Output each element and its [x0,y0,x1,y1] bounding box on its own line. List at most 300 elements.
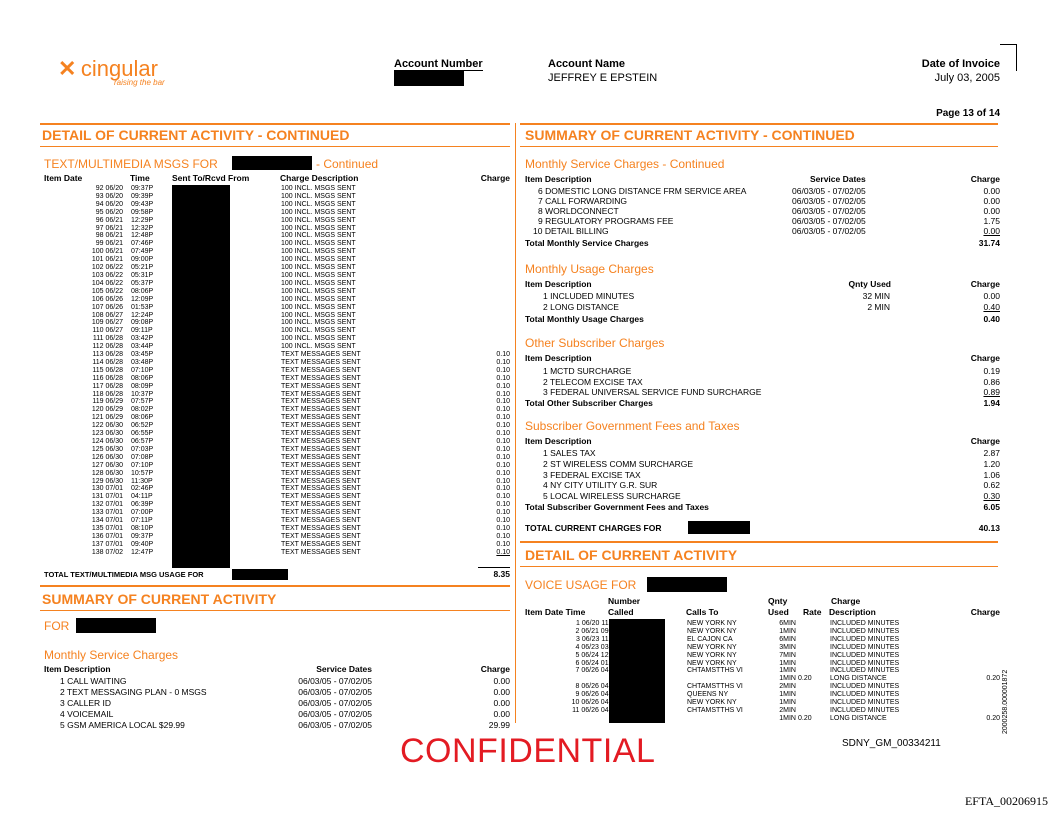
voice-idt: 2 06/21 09:40P [575,627,623,635]
msg-desc: TEXT MESSAGES SENT [281,548,361,556]
monthly-item-charge: 0.00 [493,709,510,719]
msg-item: 135 07/01 [91,524,123,532]
cingular-x-icon: ✕ [58,56,77,81]
msg-time: 09:43P [131,200,154,208]
msg-desc: 100 INCL. MSGS SENT [281,208,356,216]
gov-charge: 0.62 [983,480,1000,491]
voice-rate [798,628,812,636]
other-desc: 2 TELECOM EXCISE TAX [543,376,643,387]
msg-item: 99 06/21 [95,240,123,248]
msg-item: 132 07/01 [91,501,123,509]
msg-charge [496,280,510,288]
msg-charge: 0.10 [496,548,510,556]
msg-time: 09:58P [131,208,154,216]
msg-time: 06:57P [131,438,154,445]
r-monthly-desc: 7 CALL FORWARDING [538,196,627,206]
gov-charge: 1.06 [983,469,1000,480]
voice-rate-column [798,620,812,723]
msg-desc: TEXT MESSAGES SENT [281,366,361,374]
logo-tagline: raising the bar [114,78,165,87]
mcol-dates: Service Dates [316,664,372,674]
msg-item: 109 06/27 [91,319,123,327]
msg-desc: TEXT MESSAGES SENT [281,351,361,359]
efta-number: EFTA_00206915 [964,794,1048,808]
voice-to: EL CAJON CA [687,635,733,643]
right-rule-2 [520,146,998,147]
monthly-item-desc: 4 VOICEMAIL [60,709,114,719]
left-rule-4 [40,610,510,611]
voice-to: NEW YORK NY [687,620,737,627]
voice-charge [986,699,1000,707]
monthly-item-desc: 3 CALLER ID [60,698,112,708]
msg-desc: TEXT MESSAGES SENT [281,422,361,430]
r-monthly-desc: 8 WORLDCONNECT [538,206,619,216]
left-rule-3 [40,585,510,587]
voice-charge [986,691,1000,699]
voice-used: 3MIN [779,643,796,651]
r-monthly-desc: 10 DETAIL BILLING [533,226,609,236]
msg-time: 09:37P [131,532,154,540]
voice-used: 1MIN [779,659,796,667]
invoice-date-label: Date of Invoice [921,58,1000,70]
monthly-item-charge: 29.99 [488,720,510,730]
msg-desc: TEXT MESSAGES SENT [281,382,361,390]
v-col-charge: Charge [970,607,1000,617]
msg-charge: 0.10 [496,414,510,422]
v-col-calls-to: Calls To [686,607,719,617]
msg-charge [496,256,510,264]
mcol-charge: Charge [480,664,510,674]
voice-charge [986,636,1000,644]
msg-item: 114 06/28 [92,358,123,366]
cingular-logo [58,56,165,87]
msg-desc: TEXT MESSAGES SENT [281,414,361,422]
msg-time: 10:37P [131,390,154,398]
other-charge: 0.86 [983,376,1000,387]
monthly-item-desc: 1 CALL WAITING [60,676,127,686]
msg-charge: 0.10 [496,517,510,525]
msg-item: 134 07/01 [91,517,123,525]
voice-used: 2MIN [779,683,796,691]
voice-to: NEW YORK NY [687,651,737,659]
msg-time: 07:00P [131,509,154,517]
voice-desc: INCLUDED MINUTES [830,683,900,691]
usage-charge: 0.00 [983,291,1000,301]
account-name-label: Account Name [548,58,626,70]
logo-word: cingular [80,56,158,81]
msg-charge: 0.10 [496,524,510,532]
msg-time: 07:11P [131,517,153,525]
r-col-charge: Charge [970,174,1000,184]
msg-charge [496,312,510,320]
msg-desc: 100 INCL. MSGS SENT [281,295,356,303]
msg-desc: 100 INCL. MSGS SENT [281,224,356,232]
monthly-item-dates: 06/03/05 - 07/02/05 [298,676,372,686]
voice-idt: 3 06/23 11:56A [576,635,623,643]
msg-charge: 0.10 [496,501,510,509]
msg-desc: TEXT MESSAGES SENT [281,406,361,414]
msg-total-label: TOTAL TEXT/MULTIMEDIA MSG USAGE FOR [44,570,204,579]
r-monthly-dates: 06/03/05 - 07/02/05 [792,196,866,206]
corner-mark [1000,44,1017,71]
voice-used: 1MIN [779,627,796,635]
invoice-date: July 03, 2005 [934,72,1000,84]
msg-time: 07:10P [131,366,154,374]
msg-item: 115 06/28 [92,366,123,374]
msg-charge: 0.10 [496,351,510,359]
msg-time: 05:31P [131,271,154,279]
usage-charge: 0.40 [983,302,1000,312]
col-sent: Sent To/Rcvd From [172,173,250,183]
msg-item: 108 06/27 [91,311,123,319]
msg-item: 100 06/21 [91,248,123,256]
msg-desc: TEXT MESSAGES SENT [281,453,361,461]
r-monthly-charge: 0.00 [983,226,1000,236]
r-monthly-dates: 06/03/05 - 07/02/05 [792,186,866,196]
msg-time: 05:21P [131,264,154,272]
other-total: 1.94 [983,398,1000,408]
msg-desc: 100 INCL. MSGS SENT [281,264,356,272]
voice-to: CHTAMSTTHS VI [687,683,743,691]
voice-to: NEW YORK NY [687,659,737,667]
voice-charge [986,652,1000,660]
v-col-used: Used [768,607,789,617]
msg-time: 09:11P [131,327,153,335]
msg-time: 04:11P [131,493,153,501]
msg-item: 136 07/01 [91,532,123,540]
gov-desc: 1 SALES TAX [543,448,596,458]
voice-idt: 1 06/20 11:47A [576,620,623,627]
msg-time-column [131,185,153,557]
voice-charge [986,667,1000,675]
o-col-item: Item Description [525,353,592,363]
voice-charge: 0.20 [986,675,1000,683]
msg-item: 131 07/01 [91,493,123,501]
voice-to: CHTAMSTTHS VI [687,706,743,714]
voice-idt: 10 06/26 04:23P [571,699,623,707]
voice-redaction [647,577,727,592]
msg-charge: 0.10 [496,406,510,414]
voice-rate [798,707,812,715]
msg-total-underline [478,567,510,568]
voice-idt: 4 06/23 03:03P [575,643,623,651]
msg-time: 09:40P [131,540,154,548]
msg-charge-column [496,185,510,557]
msg-item: 128 06/30 [91,469,123,477]
msg-desc: TEXT MESSAGES SENT [281,445,361,453]
msg-item: 130 07/01 [91,485,123,493]
v-col-item-date-time: Item Date Time [525,607,586,617]
voice-rate [798,660,812,668]
msg-desc: 100 INCL. MSGS SENT [281,319,356,327]
voice-idt [572,715,623,723]
voice-idt: 9 06/26 04:22P [575,691,623,699]
msg-desc: 100 INCL. MSGS SENT [281,287,356,295]
msg-item: 129 06/30 [91,477,123,485]
msg-time: 03:42P [131,335,154,343]
msg-charge: 0.10 [496,540,510,548]
msg-desc: 100 INCL. MSGS SENT [281,256,356,264]
msg-item: 104 06/22 [91,279,123,287]
msg-charge: 0.10 [496,461,510,469]
voice-to [687,675,743,683]
msg-item: 111 06/28 [92,335,123,343]
account-name: JEFFREY E EPSTEIN [548,72,658,84]
msg-charge: 0.10 [496,509,510,517]
u-col-charge: Charge [970,279,1000,289]
monthly-title: Monthly Service Charges [44,648,179,662]
voice-rate [798,620,812,628]
msg-charge [496,343,510,351]
msg-time: 06:52P [131,422,154,430]
bates-number: SDNY_GM_00334211 [842,738,941,749]
voice-charge [986,628,1000,636]
current-total-redaction [688,521,750,534]
voice-charge [986,683,1000,691]
r-monthly-total: 31.74 [978,238,1000,248]
msg-item: 98 06/21 [95,232,123,240]
msg-desc: 100 INCL. MSGS SENT [281,232,356,240]
msg-charge: 0.10 [496,358,510,366]
voice-idt: 8 06/26 04:20P [575,683,623,691]
msg-time: 03:48P [131,358,154,366]
voice-rate [798,683,812,691]
msg-item: 112 06/28 [92,343,123,351]
voice-to [687,715,743,723]
msg-total-value: 8.35 [493,569,510,579]
col-desc: Charge Description [280,173,359,183]
v-col-desc: Description [829,607,876,617]
voice-rate [798,691,812,699]
monthly-item-desc: 2 TEXT MESSAGING PLAN - 0 MSGS [60,687,207,697]
r-monthly-dates: 06/03/05 - 07/02/05 [792,216,866,226]
msg-item: 102 06/22 [91,264,123,272]
msg-time: 07:08P [131,453,154,461]
voice-desc: INCLUDED MINUTES [830,620,900,627]
numbers-redaction [172,185,230,568]
msg-desc: 100 INCL. MSGS SENT [281,185,356,192]
msg-desc: TEXT MESSAGES SENT [281,477,361,485]
voice-to: CHTAMSTTHS VI [687,667,743,675]
voice-desc: INCLUDED MINUTES [830,635,900,643]
usage-qnty: 32 MIN [862,291,890,301]
col-item-date: Item Date [44,173,83,183]
msg-item: 119 06/29 [92,398,123,406]
gov-title: Subscriber Government Fees and Taxes [525,419,740,433]
msg-desc: TEXT MESSAGES SENT [281,398,361,406]
msg-charge: 0.10 [496,493,510,501]
msg-item: 105 06/22 [91,287,123,295]
v-col-called: Called [608,607,634,617]
msg-charge [496,296,510,304]
r-monthly-charge: 0.00 [983,206,1000,216]
r-monthly-dates: 06/03/05 - 07/02/05 [792,206,866,216]
msg-item: 103 06/22 [91,271,123,279]
voice-rate: 0.20 [798,675,812,683]
msg-desc: TEXT MESSAGES SENT [281,430,361,438]
msg-item: 97 06/21 [95,224,123,232]
msg-desc: TEXT MESSAGES SENT [281,438,361,445]
page-number: Page 13 of 14 [936,108,1000,119]
msg-time: 12:47P [131,548,154,556]
monthly-item-desc: 5 GSM AMERICA LOCAL $29.99 [60,720,185,730]
msg-desc: TEXT MESSAGES SENT [281,493,361,501]
msg-charge [496,319,510,327]
other-desc: 1 MCTD SURCHARGE [543,366,632,376]
voice-desc: LONG DISTANCE [830,714,887,722]
msg-time: 09:00P [131,256,154,264]
msg-desc: TEXT MESSAGES SENT [281,532,361,540]
msg-desc: 100 INCL. MSGS SENT [281,335,356,343]
voice-used: 2MIN [779,706,796,714]
monthly-item-charge: 0.00 [493,687,510,697]
summary-continued-title: SUMMARY OF CURRENT ACTIVITY - CONTINUED [525,127,855,143]
msg-charge [496,264,510,272]
msg-desc: 100 INCL. MSGS SENT [281,343,356,351]
msg-time: 03:44P [131,343,154,351]
msg-item: 138 07/02 [91,548,123,556]
msg-item: 113 06/28 [92,351,123,359]
monthly-item-dates: 06/03/05 - 07/02/05 [298,720,372,730]
monthly-item-dates: 06/03/05 - 07/02/05 [298,687,372,697]
r-monthly-charge: 1.75 [983,216,1000,226]
other-charge: 0.19 [983,366,1000,376]
msg-desc: TEXT MESSAGES SENT [281,517,361,525]
msg-time: 11:30P [131,477,153,485]
msg-desc: TEXT MESSAGES SENT [281,501,361,509]
msg-time: 07:46P [131,240,154,248]
usage-desc: 1 INCLUDED MINUTES [543,291,635,301]
voice-to: NEW YORK NY [687,699,737,707]
voice-used: 1MIN [779,667,796,675]
usage-qnty: 2 MIN [867,302,890,312]
msg-item: 101 06/21 [91,256,123,264]
msg-time: 08:06P [131,414,154,422]
msg-charge [496,288,510,296]
voice-title: VOICE USAGE FOR [525,578,637,592]
right-rule-3 [520,541,998,543]
text-msgs-title: TEXT/MULTIMEDIA MSGS FOR [44,157,218,171]
r-monthly-total-label: Total Monthly Service Charges [525,238,649,248]
msg-item: 95 06/20 [95,208,123,216]
msg-charge: 0.10 [496,469,510,477]
r-monthly-title: Monthly Service Charges - Continued [525,157,725,171]
msg-charge: 0.10 [496,430,510,438]
msg-time: 06:39P [131,501,154,509]
other-title: Other Subscriber Charges [525,336,665,350]
msg-item: 117 06/28 [92,382,123,390]
msg-item: 127 06/30 [91,461,123,469]
msg-charge [496,240,510,248]
detail-continued-title: DETAIL OF CURRENT ACTIVITY - CONTINUED [42,127,350,143]
msg-time: 08:09P [131,382,154,390]
msg-item: 110 06/27 [92,327,123,335]
voice-desc: INCLUDED MINUTES [830,643,900,651]
voice-idt: 11 06/26 04:24P [572,706,623,714]
detail-title: DETAIL OF CURRENT ACTIVITY [525,547,738,563]
summary-title: SUMMARY OF CURRENT ACTIVITY [42,591,277,607]
voice-used-column [779,620,796,723]
voice-used: 1MIN [779,675,796,683]
msg-desc: 100 INCL. MSGS SENT [281,240,356,248]
col-charge: Charge [480,173,510,183]
msg-item: 137 07/01 [91,540,123,548]
voice-rate [798,652,812,660]
msg-charge: 0.10 [496,382,510,390]
msg-item: 116 06/28 [92,374,123,382]
msg-charge [496,232,510,240]
r-col-item: Item Description [525,174,592,184]
msg-desc: 100 INCL. MSGS SENT [281,271,356,279]
voice-idt-column [572,620,623,723]
r-monthly-desc: 9 REGULATORY PROGRAMS FEE [538,216,674,226]
voice-to-column [687,620,743,723]
voice-desc: LONG DISTANCE [830,675,887,683]
msg-desc: TEXT MESSAGES SENT [281,509,361,517]
msg-desc: TEXT MESSAGES SENT [281,461,361,469]
voice-idt: 5 06/24 12:53P [575,651,623,659]
gov-charge: 2.87 [983,448,1000,458]
voice-charge [986,707,1000,715]
for-label: FOR [44,619,70,633]
msg-charge [496,248,510,256]
voice-idt: 7 06/26 04:19P [575,667,623,675]
voice-charge-column [986,620,1000,723]
u-col-qnty: Qnty Used [848,279,891,289]
usage-total-label: Total Monthly Usage Charges [525,314,644,324]
msg-time: 12:24P [131,311,154,319]
text-msgs-title-suffix: - Continued [316,157,379,171]
msg-time: 12:48P [131,232,154,240]
mcol-item: Item Description [44,664,111,674]
msg-time: 12:09P [131,295,154,303]
msg-time: 05:37P [131,279,154,287]
msg-time: 12:32P [131,224,154,232]
usage-title: Monthly Usage Charges [525,262,654,276]
voice-rate [798,636,812,644]
current-total-label: TOTAL CURRENT CHARGES FOR [525,523,662,533]
msg-charge: 0.10 [496,374,510,382]
msg-charge: 0.10 [496,366,510,374]
other-desc: 3 FEDERAL UNIVERSAL SERVICE FUND SURCHARGE [543,387,762,397]
voice-used: 6MIN [779,635,796,643]
msg-time: 08:06P [131,374,154,382]
for-redaction [76,618,156,633]
msg-charge [496,193,510,201]
voice-rate [798,644,812,652]
msg-item: 106 06/26 [91,295,123,303]
voice-to: QUEENS NY [687,691,729,699]
msg-item: 123 06/30 [91,430,123,438]
current-total: 40.13 [978,523,1000,533]
msg-desc: 100 INCL. MSGS SENT [281,303,356,311]
msg-time: 07:49P [131,248,154,256]
r-monthly-dates: 06/03/05 - 07/02/05 [792,226,866,236]
gov-charge: 0.30 [983,491,1000,502]
msg-item: 124 06/30 [91,438,123,445]
msg-item: 107 06/26 [91,303,123,311]
msg-desc: TEXT MESSAGES SENT [281,390,361,398]
msg-item: 133 07/01 [91,509,123,517]
msg-desc: 100 INCL. MSGS SENT [281,216,356,224]
msg-time: 08:06P [131,287,154,295]
msg-time: 07:03P [131,445,154,453]
msg-item-column [92,185,123,557]
msg-total-redaction [232,569,288,580]
voice-charge [986,660,1000,668]
msg-item: 120 06/29 [91,406,123,414]
msg-desc: TEXT MESSAGES SENT [281,524,361,532]
